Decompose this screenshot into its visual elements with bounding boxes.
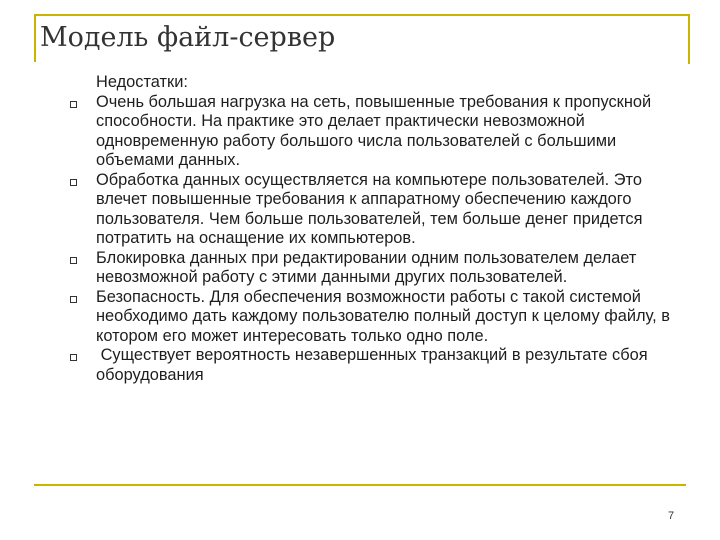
- list-item-text: Существует вероятность незавершенных транзакций в результате сбоя оборудования: [96, 346, 653, 384]
- hollow-square-icon: [70, 296, 77, 303]
- list-item: [68, 171, 688, 249]
- intro-text: Недостатки:: [96, 73, 188, 91]
- list-item: [68, 288, 688, 347]
- list-item: [68, 249, 688, 288]
- list-item-text: Обработка данных осуществляется на компьютере пользователей. Это влечет повышенные требования к аппаратному обеспечению каждого пользователя. Чем больше пользователей, тем больше денег придется потратить на оснащение их компьютеров.: [96, 170, 643, 247]
- title-frame-left: [34, 14, 36, 62]
- list-item-text: Блокировка данных при редактировании одним пользователем делает невозможной работу с этими данными других пользователей.: [96, 248, 637, 286]
- list-item-text: Очень большая нагрузка на сеть, повышенные требования к пропускной способности. На практике это делает практически невозможной одновременную работу большого числа пользователей с большими объемами данных.: [96, 92, 652, 169]
- slide-title: Модель файл-сервер: [40, 22, 336, 53]
- hollow-square-icon: [70, 179, 77, 186]
- list-item: [68, 346, 688, 385]
- footer-divider: [34, 484, 686, 486]
- hollow-square-icon: [70, 101, 77, 108]
- list-item-text: Безопасность. Для обеспечения возможности работы с такой системой необходимо дать каждому пользователю полный доступ к целому файлу, в котором его может интересовать только одно поле.: [96, 287, 670, 345]
- list-item: [68, 93, 688, 171]
- slide-body: [68, 73, 688, 385]
- hollow-square-icon: [70, 257, 77, 264]
- page-number: 7: [668, 510, 675, 522]
- hollow-square-icon: [70, 354, 77, 361]
